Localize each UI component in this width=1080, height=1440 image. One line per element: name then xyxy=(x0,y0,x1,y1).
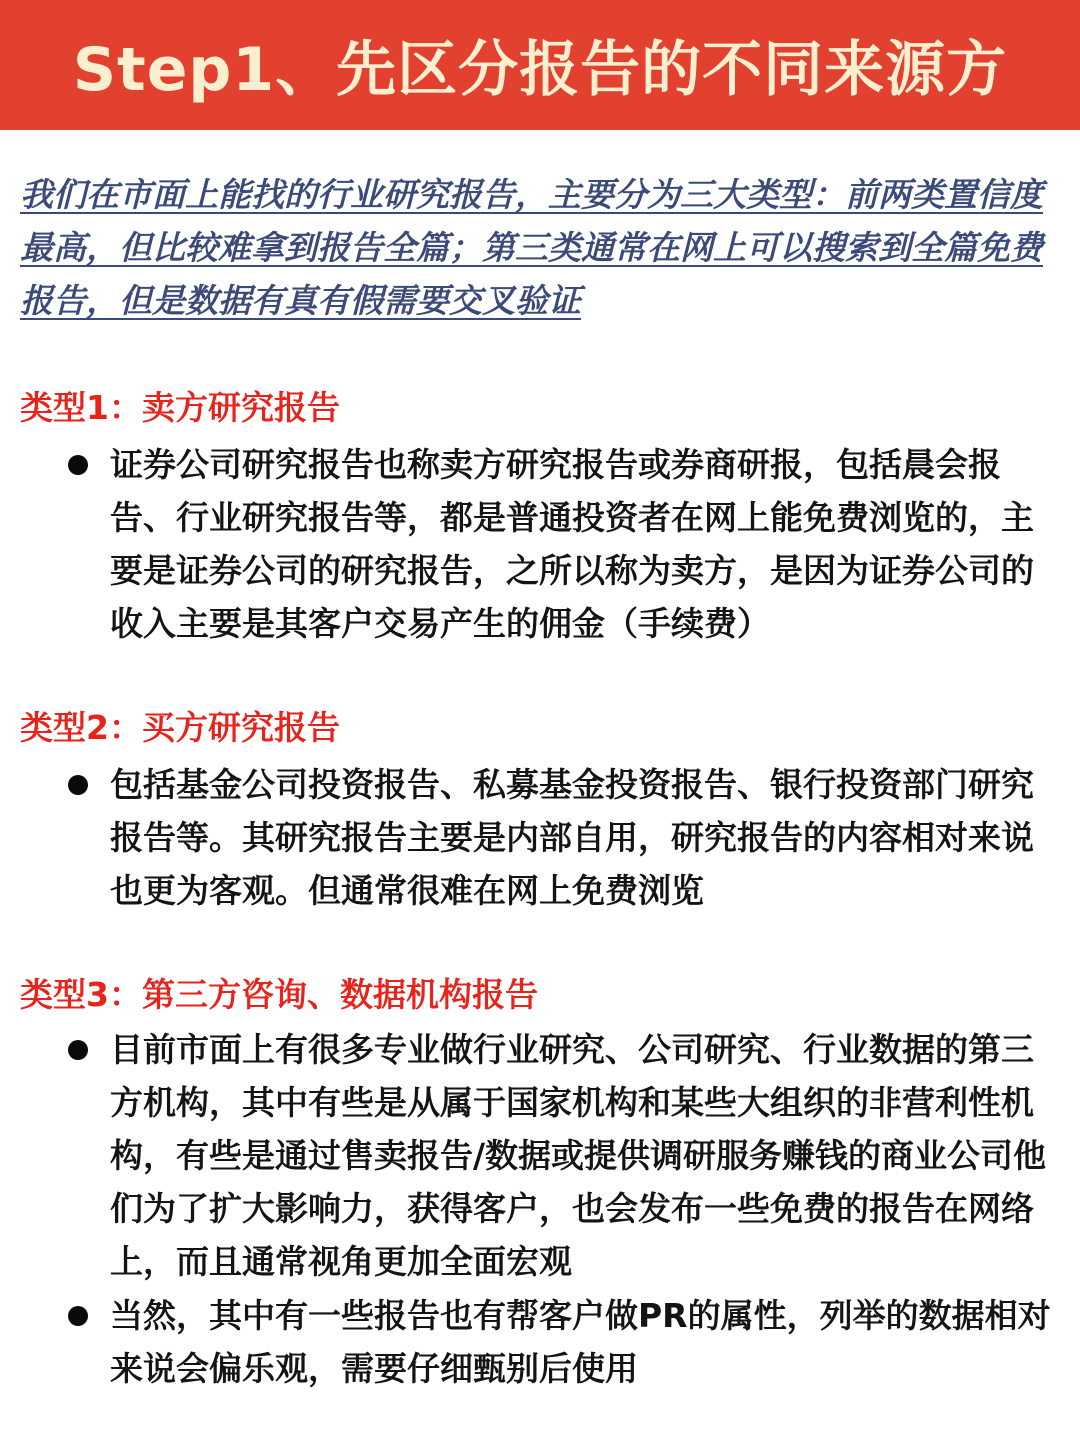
section-heading: 类型3：第三方咨询、数据机构报告 xyxy=(20,975,538,1014)
bullet-text: 当然，其中有一些报告也有帮客户做PR的属性，列举的数据相对来说会偏乐观，需要仔细甄别后使用 xyxy=(110,1296,1051,1388)
bullet-text: 证券公司研究报告也称卖方研究报告或券商研报，包括晨会报告、行业研究报告等，都是普通投资者在网上能免费浏览的，主要是证券公司的研究报告，之所以称为卖方，是因为证券公司的收入主要是其客户交易产生的佣金（手续费） xyxy=(110,445,1034,643)
bullet-text: 包括基金公司投资报告、私募基金投资报告、银行投资部门研究报告等。其研究报告主要是内部自用，研究报告的内容相对来说也更为客观。但通常很难在网上免费浏览 xyxy=(110,765,1034,910)
bullet-dot-icon xyxy=(68,1040,88,1060)
bullet-dot-icon xyxy=(68,1306,88,1326)
page-title: Step1、先区分报告的不同来源方 xyxy=(72,35,1008,105)
title-banner xyxy=(0,0,1080,130)
bullet-dot-icon xyxy=(68,775,88,795)
section-heading: 类型1：卖方研究报告 xyxy=(20,388,340,427)
bullet-text: 目前市面上有很多专业做行业研究、公司研究、行业数据的第三方机构，其中有些是从属于国家机构和某些大组织的非营利性机构，有些是通过售卖报告/数据或提供调研服务赚钱的商业公司他们为了扩大影响力，获得客户，也会发布一些免费的报告在网络上，而且通常视角更加全面宏观 xyxy=(110,1030,1047,1281)
bullet-dot-icon xyxy=(68,455,88,475)
intro-paragraph: 我们在市面上能找的行业研究报告，主要分为三大类型：前两类置信度最高，但比较难拿到报告全篇；第三类通常在网上可以搜索到全篇免费报告，但是数据有真有假需要交叉验证 xyxy=(20,175,1043,320)
section-heading: 类型2：买方研究报告 xyxy=(20,708,340,747)
